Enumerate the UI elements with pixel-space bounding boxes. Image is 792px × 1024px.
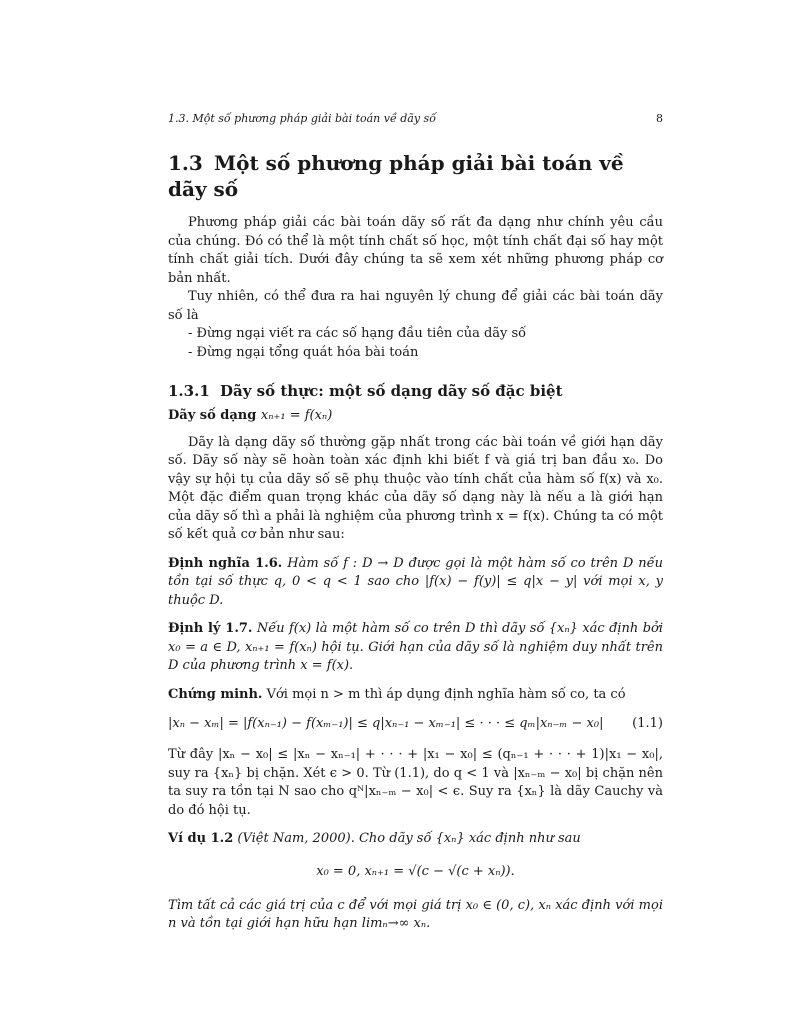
proof-intro: Với mọi n > m thì áp dụng định nghĩa hàm số co, ta có [266, 686, 626, 702]
theorem-body: Nếu f(x) là một hàm số co trên D thì dãy số {xₙ} xác định bởi x₀ = a ∈ D, xₙ₊₁ = f(xₙ) hội tụ. Giới hạn của dãy số là nghiệm duy nhất trên D của phương trình x = f(x). [168, 621, 664, 673]
body-paragraph: Dãy là dạng dãy số thường gặp nhất trong các bài toán về giới hạn dãy số. Dãy số này sẽ hoàn toàn xác định khi biết f và giá trị ban đầu x₀. Do vậy sự hội tụ của dãy số sẽ phụ thuộc vào tính chất của hàm số f(x) và x₀. Một đặc điểm quan trọng khác của dãy số dạng này là nếu a là giới hạn của dãy số thì a phải là nghiệm của phương trình x = f(x). Chúng ta có một số kết quả cơ bản như sau: [168, 434, 663, 542]
list-item: - Đừng ngại tổng quát hóa bài toán [188, 344, 419, 360]
running-header [168, 112, 663, 128]
example-block [168, 830, 663, 849]
example-formula: x₀ = 0, xₙ₊₁ = √(c − √(c + xₙ)). [316, 863, 515, 879]
intro-paragraph: Phương pháp giải các bài toán dãy số rất đa dạng như chính yêu cầu của chúng. Đó có thể là một tính chất số học, một tính chất đại số hay một tính chất giải tích. Dưới đây chúng ta sẽ xem xét những phương pháp cơ bản nhất. [168, 215, 663, 286]
proof-continuation: Từ đây |xₙ − x₀| ≤ |xₙ − xₙ₋₁| + · · · + |x₁ − x₀| ≤ (qₙ₋₁ + · · · + 1)|x₁ − x₀|, suy ra {xₙ} bị chặn. Xét ϵ > 0. Từ (1.1), do q < 1 và |xₙ₋ₘ − x₀| bị chặn nên ta suy ra tồn tại N sao cho qᴺ|xₙ₋ₘ − x₀| < ϵ. Suy ra {xₙ} là dãy Cauchy và do đó hội tụ. [168, 747, 663, 818]
theorem-label: Định lý 1.7. [168, 621, 253, 636]
theorem-block [168, 620, 663, 676]
running-title: 1.3. Một số phương pháp giải bài toán về dãy số [168, 112, 436, 125]
section-number: 1.3 [168, 151, 203, 175]
subsection-number: 1.3.1 [168, 382, 210, 400]
equation-1-1 [168, 714, 663, 734]
equation-body: |xₙ − xₘ| = |f(xₙ₋₁) − f(xₘ₋₁)| ≤ q|xₙ₋₁ − xₘ₋₁| ≤ · · · ≤ qₘ|xₙ₋ₘ − x₀| [168, 716, 604, 731]
form-heading [168, 407, 663, 426]
subsection-title-text: Dãy số thực: một số dạng dãy số đặc biệt [220, 382, 563, 400]
proof-block [168, 686, 663, 705]
section-title [168, 150, 663, 202]
page-number: 8 [656, 112, 663, 125]
definition-body: Hàm số f : D → D được gọi là một hàm số co trên D nếu tồn tại số thực q, 0 < q < 1 sao cho |f(x) − f(y)| ≤ q|x − y| với mọi x, y thuộc D. [168, 555, 663, 608]
example-intro: Cho dãy số {xₙ} xác định như sau [358, 831, 581, 846]
example-task-text: Tìm tất cả các giá trị của c để với mọi giá trị x₀ ∈ (0, c), xₙ xác định với mọi n và tồn tại giới hạn hữu hạn limₙ→∞ xₙ. [168, 897, 663, 931]
proof-label: Chứng minh. [168, 686, 263, 702]
form-heading-label: Dãy số dạng [168, 408, 257, 423]
definition-block [168, 555, 663, 611]
example-label: Ví dụ 1.2 [168, 831, 234, 846]
subsection-title [168, 381, 663, 401]
list-item: - Đừng ngại viết ra các số hạng đầu tiên của dãy số [188, 326, 527, 341]
page-content [168, 112, 663, 934]
example-source: (Việt Nam, 2000). [237, 831, 355, 846]
section-title-text: Một số phương pháp giải bài toán về dãy số [168, 151, 624, 201]
definition-label: Định nghĩa 1.6. [168, 555, 283, 571]
intro-paragraph-2: Tuy nhiên, có thể đưa ra hai nguyên lý chung để giải các bài toán dãy số là [168, 289, 663, 323]
example-task [168, 897, 663, 934]
equation-number: (1.1) [632, 716, 663, 731]
form-heading-formula: xₙ₊₁ = f(xₙ) [260, 408, 333, 423]
